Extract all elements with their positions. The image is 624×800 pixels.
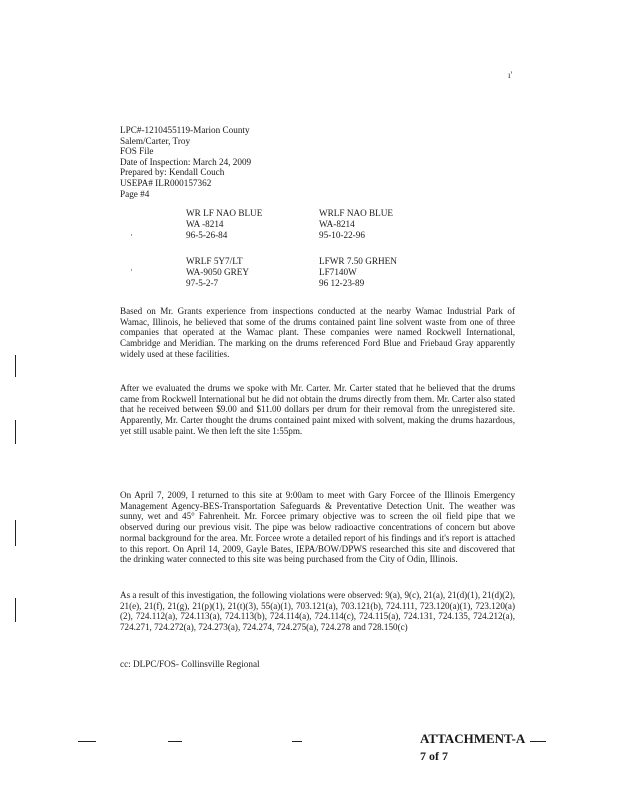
footer-dash (530, 741, 546, 742)
paragraph-violations: As a result of this investigation, the following violations were observed: 9(a), 9(c), 21(a), 21(d)(1), 21(d)(2), 21(e), 21(f), 21(g), 21(p)(1), 21(t)(3), 55(a)(1), 703.121(a), 703.121(b), 724.111, 723.120(a)(1), 723.120(a)(2), 724.112(a), 724.113(a), 724.113(b), 724.114(a), 724.114(c), 724.115(a), 724.131, 724.135, 724.212(a), 724.271, 724.272(a), 724.273(a), 724.274, 724.275(a), 724.278 and 728.150(c) (120, 590, 515, 633)
drum-code-name: WR LF NAO BLUE (186, 208, 263, 218)
drum-code-number: LF7140W (319, 267, 357, 277)
margin-bar (15, 520, 16, 546)
margin-bar (15, 420, 16, 444)
margin-bar (15, 355, 16, 377)
attachment-label: ATTACHMENT-A (420, 731, 526, 746)
drum-code-date: 97-5-2-7 (186, 278, 219, 288)
drum-code-entry (319, 208, 393, 241)
drum-code-number: WA-8214 (319, 219, 355, 229)
scan-dot: · (130, 230, 133, 240)
paragraph-radiation-screening: On April 7, 2009, I returned to this site at 9:00am to meet with Gary Forcee of the Illinois Emergency Management Agency-BES-Transportation Safeguards & Preventative Detection Unit. The weather was sunny, wet and 45° Fahrenheit. Mr. Forcee primary objective was to screen the oil field pipe that we observed during our previous visit. The pipe was below radioactive concentrations of concern but above normal background for the area. Mr. Forcee wrote a detailed report of his findings and it's report is attached to this report. On April 14, 2009, Gayle Bates, IEPA/BOW/DPWS researched this site and discovered that the drinking water connected to this site was being purchased from the City of Odin, Illinois. (120, 490, 515, 565)
drum-code-entry (319, 256, 397, 289)
drum-code-entry (186, 208, 262, 241)
drum-code-date: 95-10-22-96 (319, 230, 365, 240)
footer-dash (78, 741, 96, 742)
margin-bar (15, 598, 16, 622)
cc-line: cc: DLPC/FOS- Collinsville Regional (120, 659, 260, 669)
header-prepared-by: Prepared by: Kendall Couch (120, 167, 225, 178)
drum-code-number: WA -8214 (186, 219, 224, 229)
page-count-label: 7 of 7 (420, 749, 448, 763)
drum-code-name: WRLF NAO BLUE (319, 208, 394, 218)
scan-dot: · (130, 265, 133, 275)
header-usepa-id: USEPA# ILR000157362 (120, 177, 212, 188)
drum-code-date: 96 12-23-89 (319, 278, 365, 288)
footer-dash (292, 741, 302, 742)
drum-code-date: 96-5-26-84 (186, 230, 228, 240)
header-inspection-date: Date of Inspection: March 24, 2009 (120, 156, 252, 167)
header-lpc-line: LPC#-1210455119-Marion County (120, 125, 250, 135)
drum-code-number: WA-9050 GREY (186, 267, 250, 277)
drum-code-entry (186, 256, 249, 289)
header-file-line: FOS File (120, 146, 154, 157)
report-header (120, 125, 251, 199)
header-page-number: Page #4 (120, 188, 150, 199)
header-site-line: Salem/Carter, Troy (120, 135, 191, 146)
drum-code-name: WRLF 5Y7/LT (186, 256, 243, 266)
footer-dash (168, 741, 182, 742)
paragraph-drum-origin: Based on Mr. Grants experience from inspections conducted at the nearby Wamac Industrial Park of Wamac, Illinois, he believed that some of the drums contained paint line solvent waste from one of three companies that operated at the Wamac plant. These companies were named Rockwell International, Cambridge and Meridian. The marking on the drums referenced Ford Blue and Friebaud Gray apparently widely used at these facilities. (120, 306, 515, 359)
paragraph-carter-interview: After we evaluated the drums we spoke with Mr. Carter. Mr. Carter stated that he believed that the drums came from Rockwell International but he did not obtain the drums directly from them. Mr. Carter also stated that he received between $9.00 and $11.00 dollars per drum for their removal from the unregistered site. Apparently, Mr. Carter thought the drums contained paint mixed with solvent, making the drums hazardous, yet still usable paint. We then left the site 1:55pm. (120, 383, 515, 436)
drum-code-name: LFWR 7.50 GRHEN (319, 256, 397, 266)
scan-mark-top-right: ı' (508, 70, 513, 80)
